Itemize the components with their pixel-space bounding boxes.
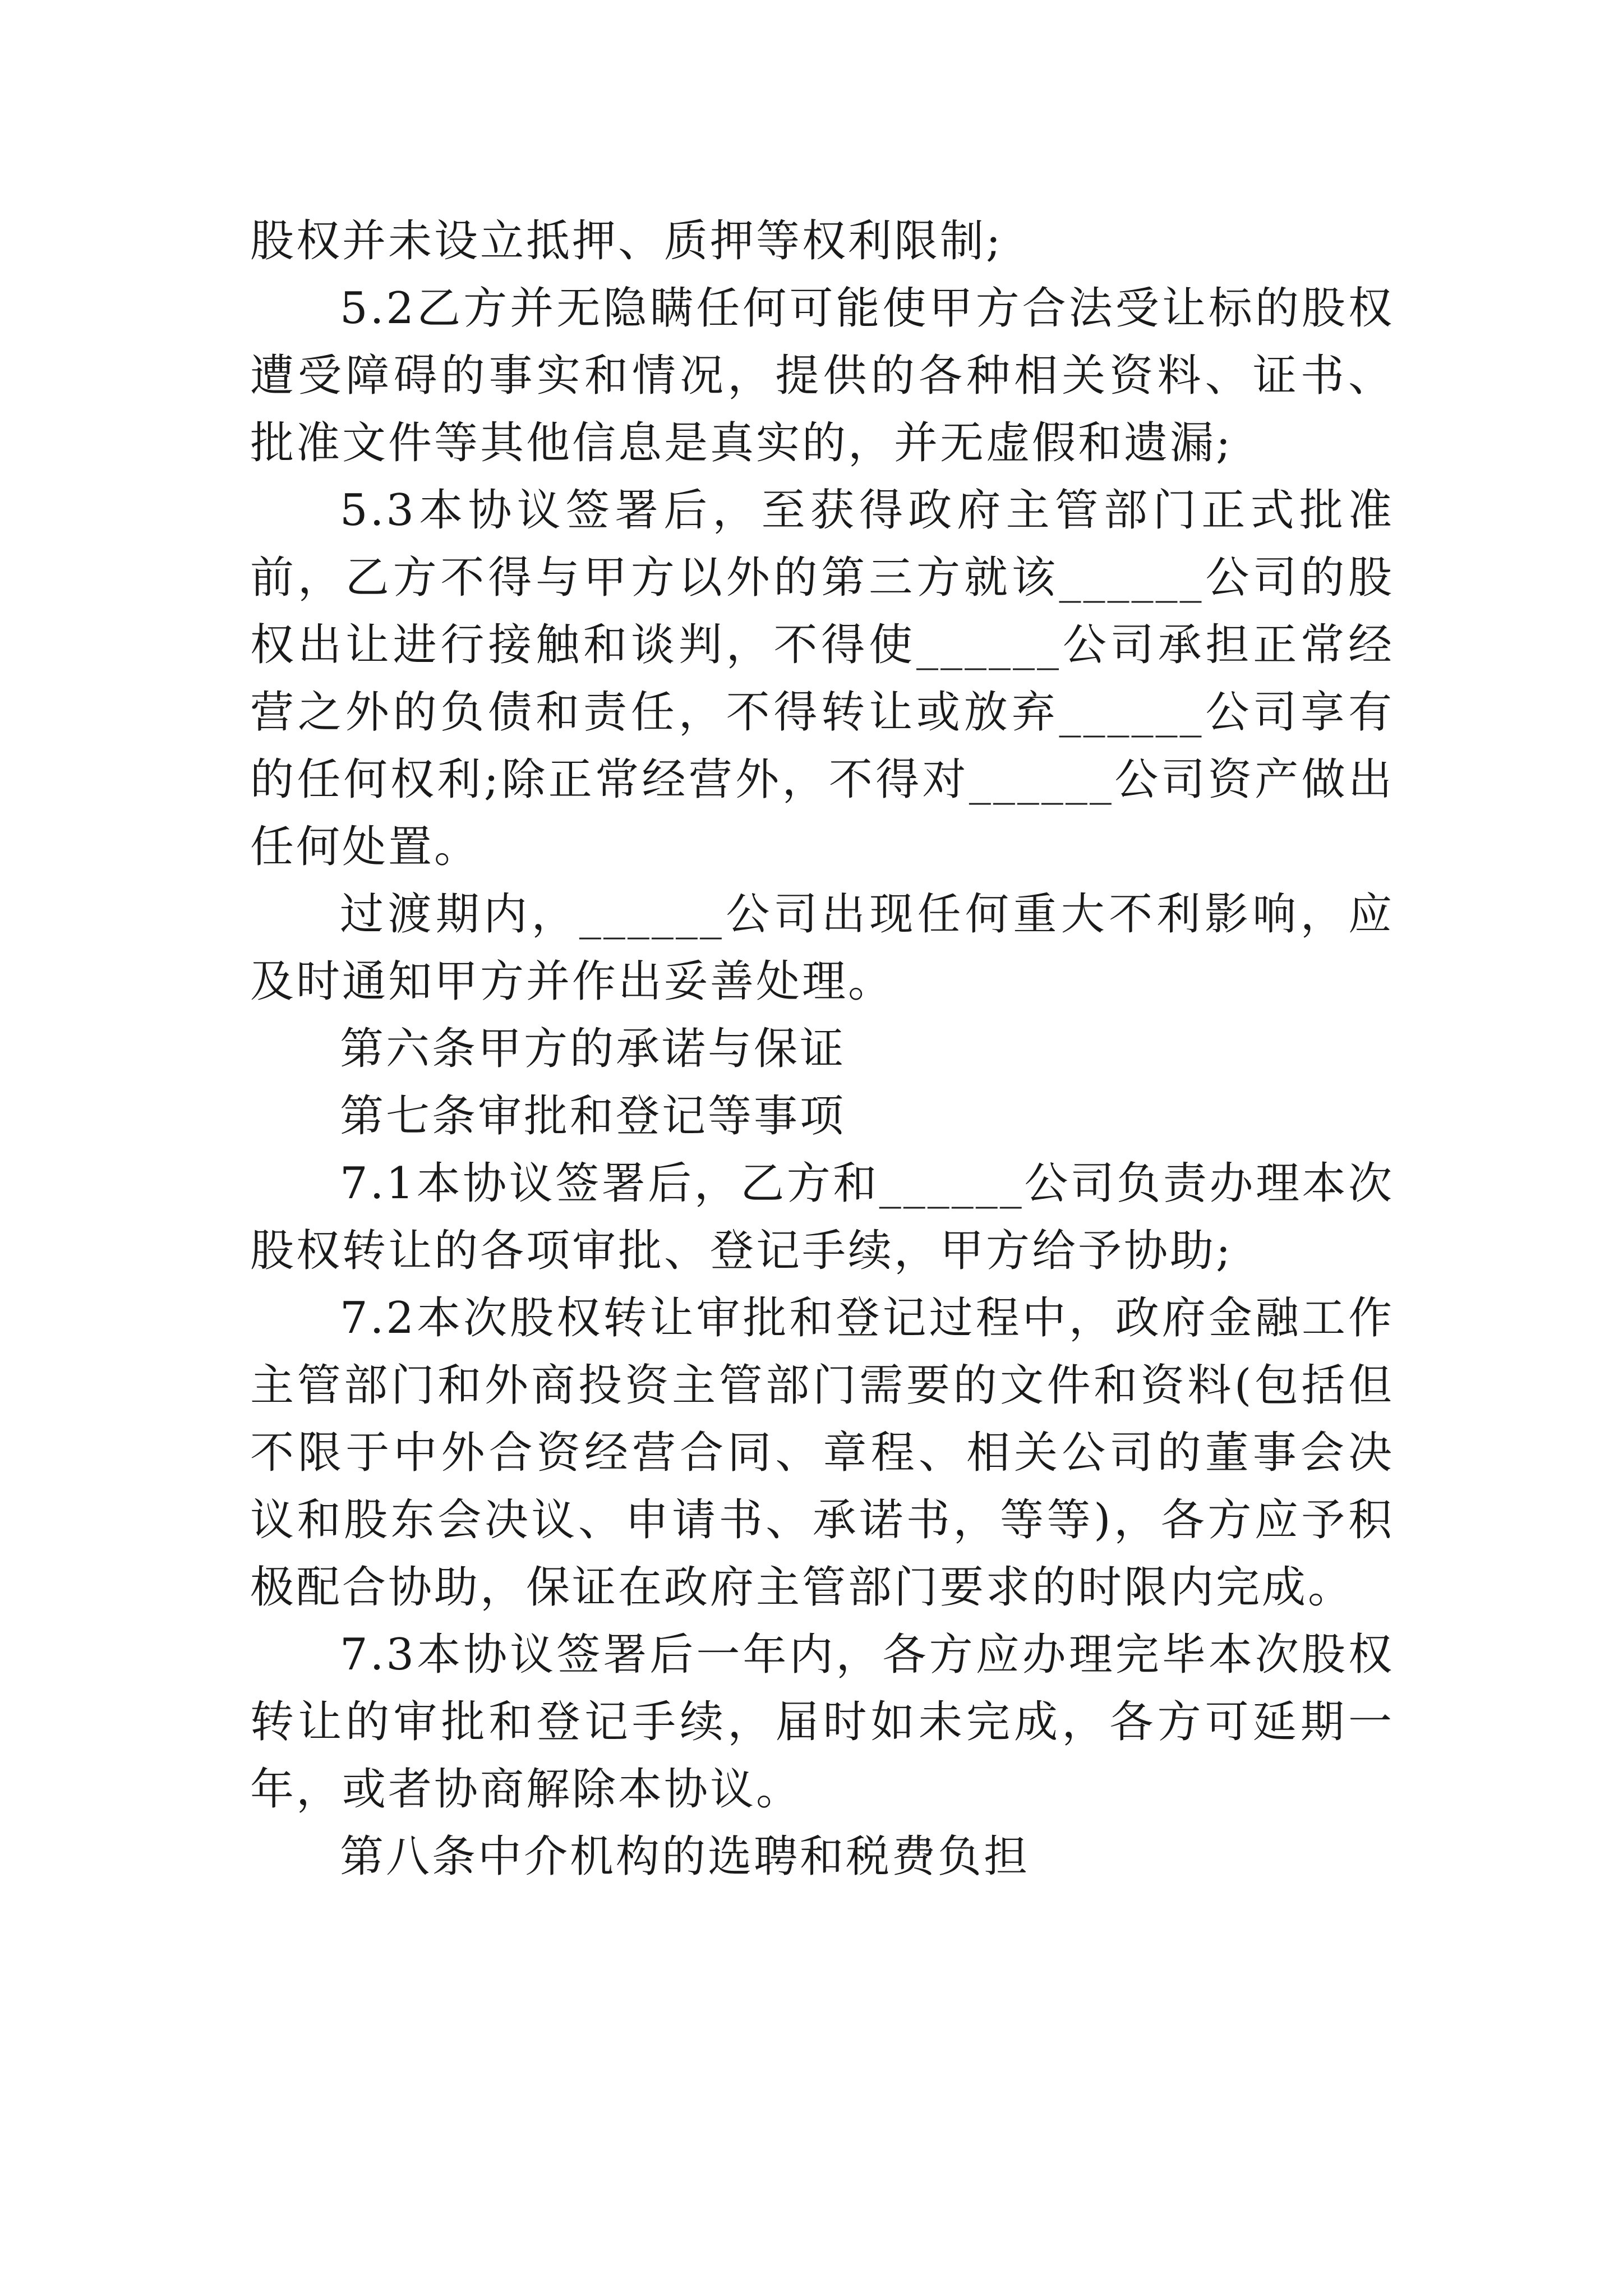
clause-5-3: 5.3本协议签署后，至获得政府主管部门正式批准前，乙方不得与甲方以外的第三方就该______公司的股权出让进行接触和谈判，不得使______公司承担正常经营之外的负债和责任，不得转让或放弃______公司享有的任何权利;除正常经营外，不得对______公司资产做出任何处置。 bbox=[250, 485, 1394, 872]
transition-period-paragraph: 过渡期内，______公司出现任何重大不利影响，应及时通知甲方并作出妥善处理。 bbox=[250, 889, 1394, 1007]
clause-5-2: 5.2乙方并无隐瞒任何可能使甲方合法受让标的股权遭受障碍的事实和情况，提供的各种相关资料、证书、批准文件等其他信息是真实的，并无虚假和遗漏; bbox=[250, 283, 1394, 468]
clause-7-2: 7.2本次股权转让审批和登记过程中，政府金融工作主管部门和外商投资主管部门需要的文件和资料(包括但不限于中外合资经营合同、章程、相关公司的董事会决议和股东会决议、申请书、承诺书，等等)，各方应予积极配合协助，保证在政府主管部门要求的时限内完成。 bbox=[250, 1293, 1394, 1613]
clause-7-3: 7.3本协议签署后一年内，各方应办理完毕本次股权转让的审批和登记手续，届时如未完成，各方可延期一年，或者协商解除本协议。 bbox=[250, 1630, 1394, 1815]
paragraph-continuation: 股权并未设立抵押、质押等权利限制; bbox=[250, 216, 1003, 266]
clause-7-1: 7.1本协议签署后，乙方和______公司负责办理本次股权转让的各项审批、登记手续，甲方给予协助; bbox=[250, 1158, 1394, 1276]
article-6-heading: 第六条甲方的承诺与保证 bbox=[340, 1024, 846, 1074]
document-body bbox=[250, 208, 1394, 1890]
article-8-heading: 第八条中介机构的选聘和税费负担 bbox=[340, 1832, 1030, 1882]
article-7-heading: 第七条审批和登记等事项 bbox=[340, 1091, 846, 1142]
